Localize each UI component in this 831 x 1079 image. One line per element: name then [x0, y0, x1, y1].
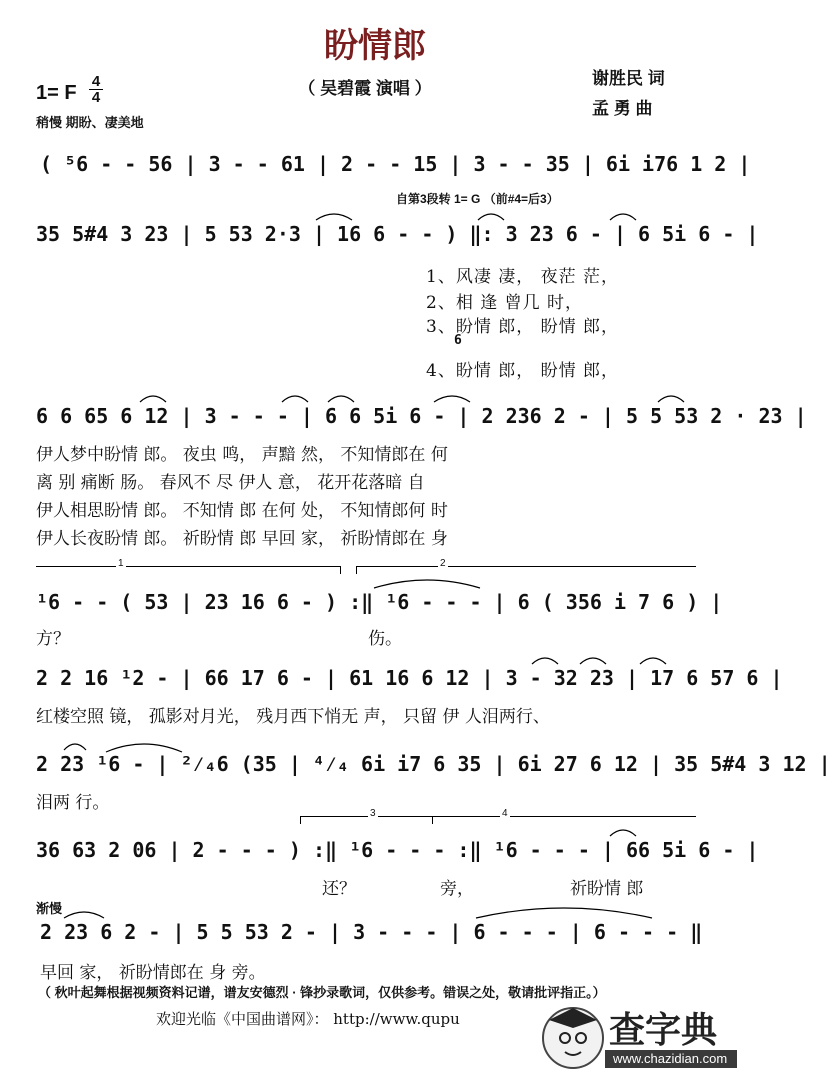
lyric-row-7-b: 旁， — [440, 879, 474, 899]
lyric-line-4: 伊人长夜盼情 郎。 祈盼情 郎 早回 家， 祈盼情郎在 身 — [36, 529, 448, 549]
score-row-1: ( ⁵6 - - 56 | 3 - - 61 | 2 - - 15 | 3 - - 35 | 6i i76 1 2 | — [40, 152, 751, 176]
lyric-line-1: 伊人梦中盼情 郎。 夜虫 鸣， 声黯 然， 不知情郎在 何 — [36, 445, 448, 465]
key-signature: 1= F — [36, 82, 77, 104]
performer: （ 吴碧霞 演唱 ） — [298, 79, 432, 98]
score-row-3: 6 6 65 6 12 | 3 - - - | 6 6 5i 6 - | 2 236 2 - | 5 5 53 2 · 23 | — [36, 404, 807, 428]
lyric-line-3: 伊人相思盼情 郎。 不知情 郎 在何 处， 不知情郎何 时 — [36, 501, 448, 521]
volta-tick — [300, 816, 301, 824]
welcome-link[interactable]: 欢迎光临《中国曲谱网》： http://www.qupu — [156, 1010, 460, 1028]
slur-mark — [280, 392, 310, 404]
slur-mark — [138, 392, 168, 404]
tempo-slowing: 渐慢 — [36, 901, 63, 916]
slur-mark — [62, 740, 88, 752]
lyric-row-4-a: 方？ — [36, 629, 70, 649]
slur-mark — [608, 210, 638, 222]
slur-mark — [608, 826, 638, 838]
volta-bracket-1 — [36, 566, 340, 567]
volta-number-3: 3 — [370, 808, 376, 819]
verse-3-note: 6 — [454, 333, 462, 348]
score-row-8: 2 23 6 2 - | 5 5 53 2 - | 3 - - - | 6 - - - | 6 - - - ‖ — [40, 920, 703, 944]
slur-mark — [432, 392, 472, 404]
lyric-row-6: 泪两 行。 — [36, 793, 110, 813]
volta-bracket-3 — [300, 816, 432, 817]
score-row-7: 36 63 2 06 | 2 - - - ) :‖ ¹6 - - - :‖ ¹6 - - - | 66 5i 6 - | — [36, 838, 759, 862]
volta-tick — [356, 566, 357, 574]
time-top: 4 — [91, 73, 101, 90]
lyric-row-4-b: 伤。 — [368, 629, 402, 649]
lyric-line-2: 离 别 痛断 肠。 春风不 尽 伊人 意， 花开花落暗 自 — [36, 473, 425, 493]
time-bottom: 4 — [91, 89, 101, 106]
verse-3: 3、盼情 郎， 盼情 郎， — [426, 317, 620, 337]
composer: 孟 勇 曲 — [592, 99, 653, 118]
lyric-row-7-c: 祈盼情 郎 — [570, 879, 644, 899]
volta-tick — [340, 566, 341, 574]
volta-bracket-2 — [356, 566, 696, 567]
page-title: 盼情郎 — [324, 26, 426, 66]
lyricist: 谢胜民 词 — [592, 69, 665, 88]
score-row-4: ¹6 - - ( 53 | 23 16 6 - ) :‖ ¹6 - - - | 6 ( 356 i 7 6 ) | — [36, 590, 723, 614]
score-row-2: 35 5#4 3 23 | 5 53 2·3 | 16 6 - - ) ‖: 3 23 6 - | 6 5i 6 - | — [36, 222, 759, 246]
slur-mark — [530, 654, 560, 666]
slur-mark — [104, 740, 184, 754]
footer-note: （ 秋叶起舞根据视频资料记谱，谱友安德烈 · 锋抄录歌词，仅供参考。错误之处，敬请批评指正。） — [38, 985, 606, 1000]
slur-mark — [656, 392, 686, 404]
score-row-6: 2 23 ¹6 - | ²⁄₄6 (35 | ⁴⁄₄ 6i i7 6 35 | 6i 27 6 12 | 35 5#4 3 12 | — [36, 752, 831, 776]
lyric-row-8: 早回 家， 祈盼情郎在 身 旁。 — [40, 963, 266, 983]
logo-url: www.chazidian.com — [613, 1051, 728, 1066]
slur-mark — [372, 576, 482, 590]
slur-mark — [62, 908, 106, 920]
slur-mark — [578, 654, 608, 666]
logo-text: 查字典 — [609, 1010, 718, 1051]
slur-mark — [638, 654, 668, 666]
volta-tick — [432, 816, 433, 824]
volta-number-1: 1 — [118, 558, 124, 569]
verse-2: 2、相 逢 曾几 时， — [426, 293, 584, 313]
time-signature — [89, 74, 103, 105]
modulation-note: 自第3段转 1= G （前#4=后3） — [396, 192, 559, 206]
volta-number-4: 4 — [502, 808, 508, 819]
volta-bracket-4 — [432, 816, 696, 817]
tempo-marking: 稍慢 期盼、凄美地 — [36, 115, 144, 130]
verse-4: 4、盼情 郎， 盼情 郎， — [426, 361, 620, 381]
verse-1: 1、风凄 凄， 夜茫 茫， — [426, 267, 620, 287]
slur-mark — [314, 210, 354, 222]
score-row-5: 2 2 16 ¹2 - | 66 17 6 - | 61 16 6 12 | 3 - 32 23 | 17 6 57 6 | — [36, 666, 783, 690]
slur-mark — [476, 210, 506, 222]
volta-number-2: 2 — [440, 558, 446, 569]
lyric-row-7-a: 还？ — [322, 879, 356, 899]
slur-mark — [326, 392, 356, 404]
slur-mark — [474, 904, 654, 920]
lyric-row-5: 红楼空照 镜， 孤影对月光， 残月西下悄无 声， 只留 伊 人泪两行、 — [36, 707, 550, 727]
site-logo — [535, 998, 740, 1074]
